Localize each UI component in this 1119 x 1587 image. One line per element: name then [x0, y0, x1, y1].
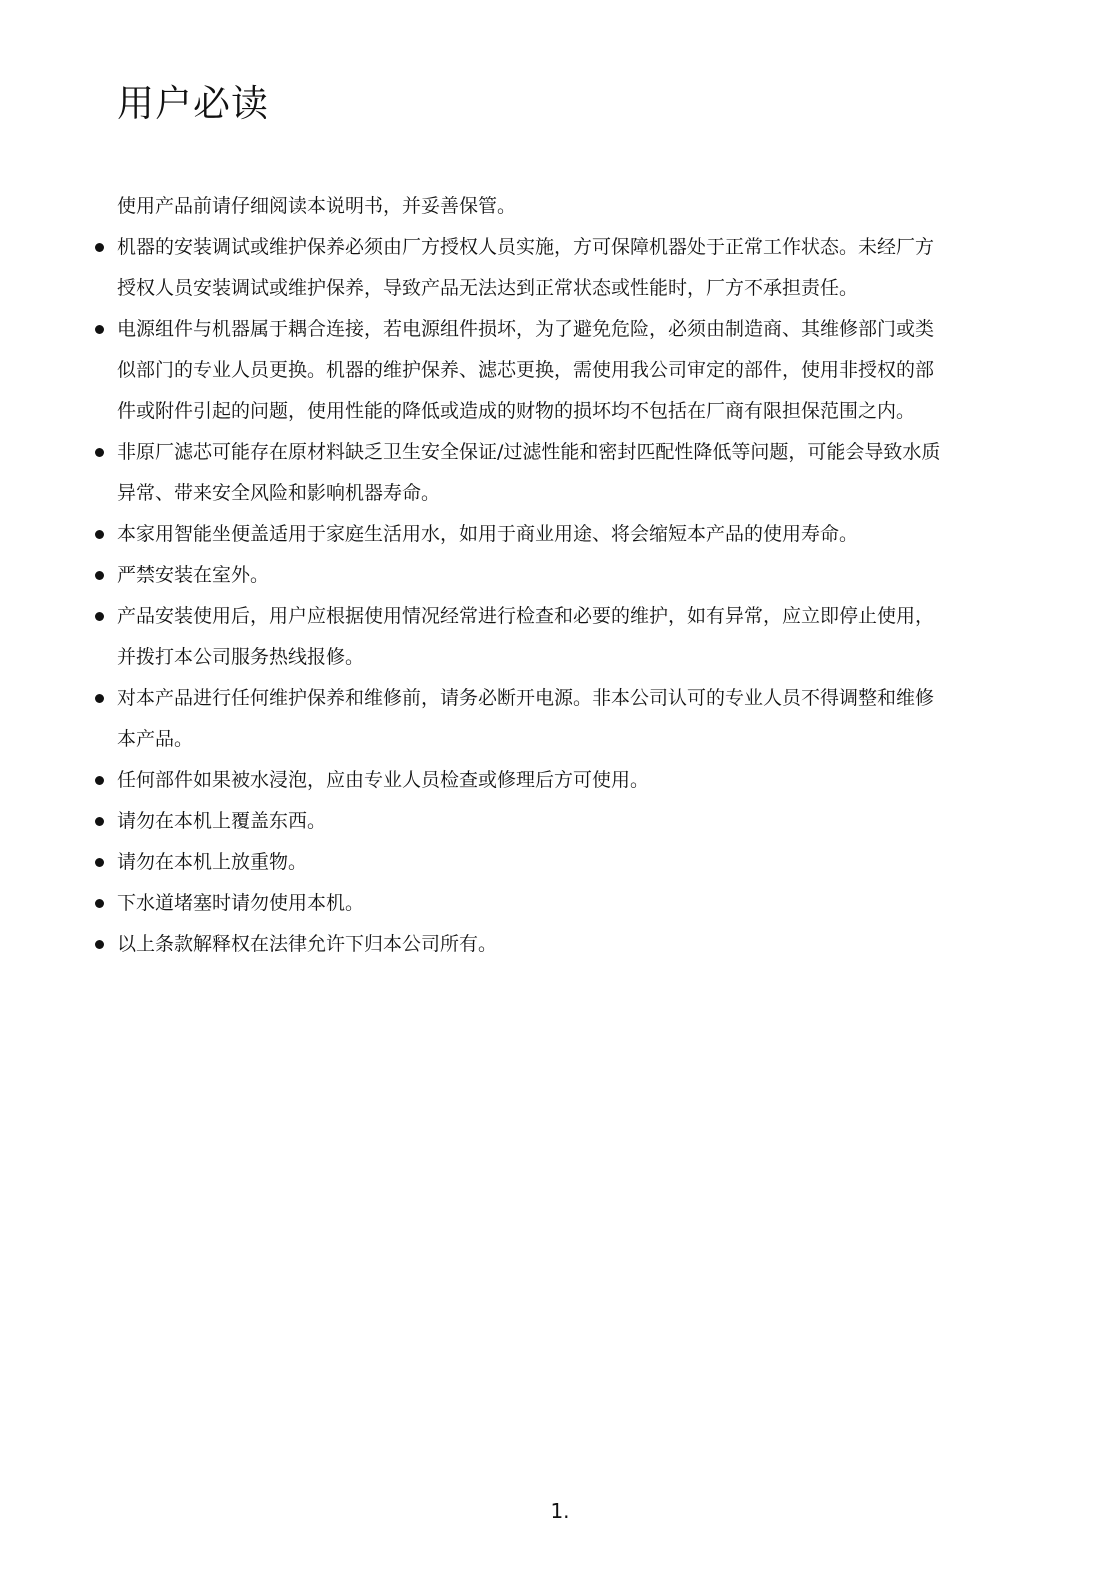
list-item-text-line: 产品安装使用后，用户应根据使用情况经常进行检查和必要的维护，如有异常，应立即停止使用， [117, 605, 935, 627]
list-item [0, 678, 1027, 760]
bullet-icon [95, 530, 104, 539]
bullet-icon [95, 694, 104, 703]
bullet-icon [95, 899, 104, 908]
list-item-text-line: 机器的安装调试或维护保养必须由厂方授权人员实施，方可保障机器处于正常工作状态。未经厂方 [117, 236, 935, 258]
list-item-text-line: 授权人员安装调试或维护保养，导致产品无法达到正常状态或性能时，厂方不承担责任。 [117, 277, 859, 299]
list-item [0, 432, 1027, 514]
list-item [0, 596, 1027, 678]
list-item-text-line: 请勿在本机上覆盖东西。 [117, 810, 327, 832]
list-item-text-line: 任何部件如果被水浸泡，应由专业人员检查或修理后方可使用。 [117, 769, 650, 791]
list-item [0, 309, 1027, 432]
bullet-icon [95, 817, 104, 826]
list-item-text-line: 非原厂滤芯可能存在原材料缺乏卫生安全保证/过滤性能和密封匹配性降低等问题，可能会导致水质 [117, 441, 941, 463]
page-number: 1. [550, 1499, 570, 1523]
list-item-text-line: 以上条款解释权在法律允许下归本公司所有。 [117, 933, 498, 955]
bullet-icon [95, 940, 104, 949]
list-item-text-line: 请勿在本机上放重物。 [117, 851, 308, 873]
list-item-text-line: 异常、带来安全风险和影响机器寿命。 [117, 482, 441, 504]
list-item-text-line: 本家用智能坐便盖适用于家庭生活用水，如用于商业用途、将会缩短本产品的使用寿命。 [117, 523, 859, 545]
bullet-icon [95, 325, 104, 334]
bullet-icon [95, 571, 104, 580]
list-item-text-line: 件或附件引起的问题，使用性能的降低或造成的财物的损坏均不包括在厂商有限担保范围之内。 [117, 400, 916, 422]
list-item [0, 883, 1027, 924]
list-item [0, 514, 1027, 555]
intro-text: 使用产品前请仔细阅读本说明书，并妥善保管。 [117, 195, 517, 217]
bullet-icon [95, 612, 104, 621]
list-item-text-line: 并拨打本公司服务热线报修。 [117, 646, 365, 668]
bullet-icon [95, 448, 104, 457]
bullet-icon [95, 776, 104, 785]
bullet-icon [95, 243, 104, 252]
list-item [0, 227, 1027, 309]
list-item [0, 924, 1027, 965]
list-item-text-line: 对本产品进行任何维护保养和维修前，请务必断开电源。非本公司认可的专业人员不得调整和维修 [117, 687, 935, 709]
list-item-text-line: 本产品。 [117, 728, 194, 750]
list-item-text-line: 下水道堵塞时请勿使用本机。 [117, 892, 365, 914]
list-item [0, 555, 1027, 596]
list-item [0, 760, 1027, 801]
bullet-icon [95, 858, 104, 867]
list-item [0, 801, 1027, 842]
page-title: 用户必读 [117, 82, 269, 125]
notice-list [0, 227, 1119, 965]
list-item-text-line: 严禁安装在室外。 [117, 564, 270, 586]
list-item-text-line: 电源组件与机器属于耦合连接，若电源组件损坏，为了避免危险，必须由制造商、其维修部门或类 [117, 318, 935, 340]
list-item-text-line: 似部门的专业人员更换。机器的维护保养、滤芯更换，需使用我公司审定的部件，使用非授权的部 [117, 359, 935, 381]
list-item [0, 842, 1027, 883]
